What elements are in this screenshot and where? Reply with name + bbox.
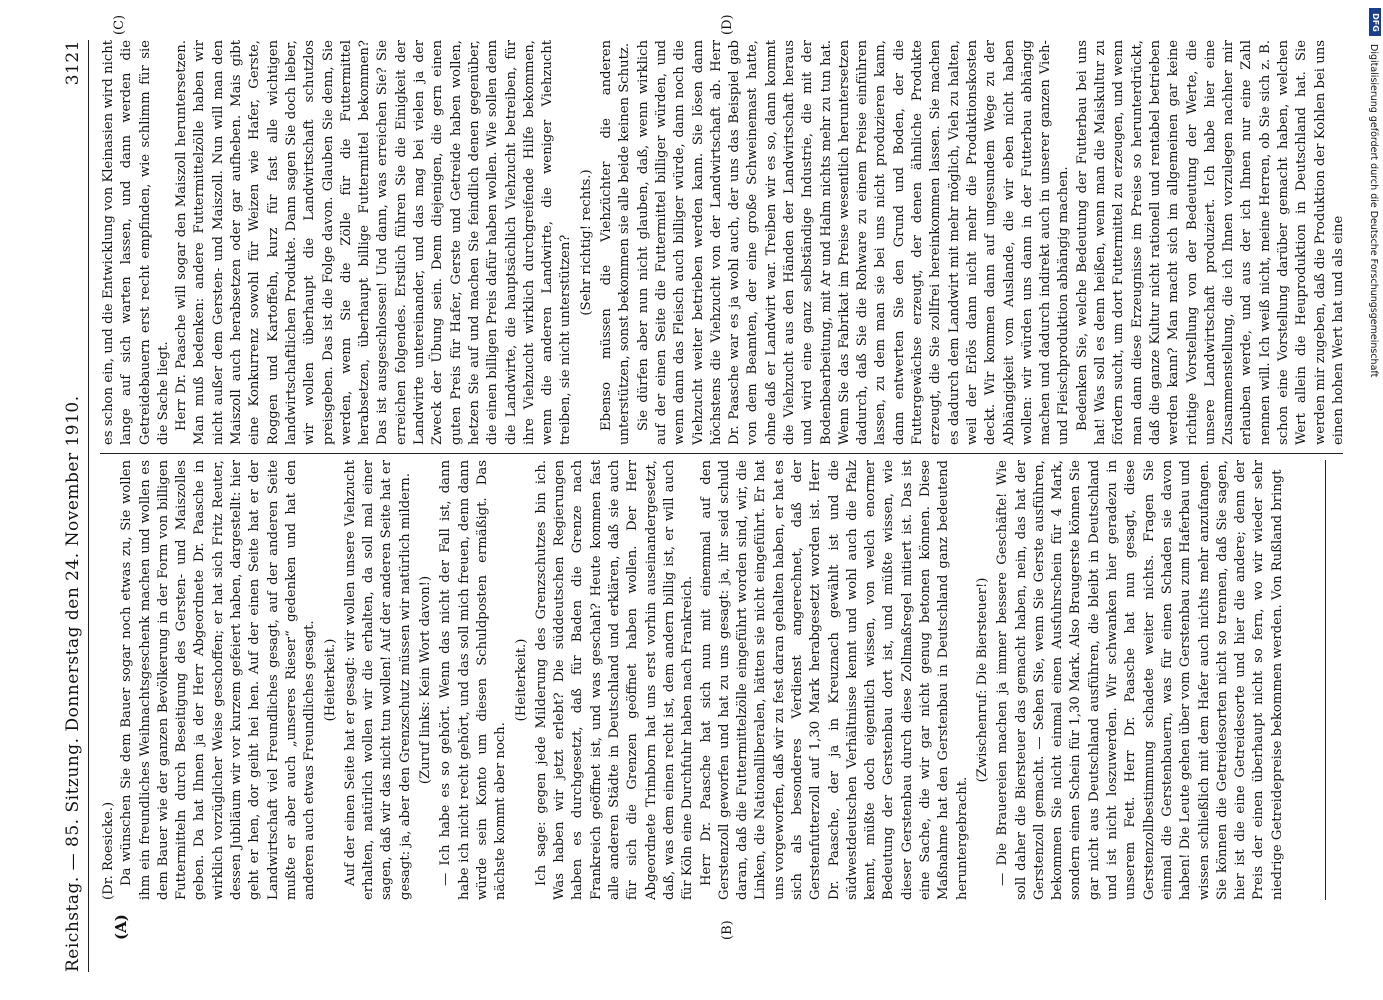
- margin-mark-d: (D): [720, 14, 735, 35]
- column-divider: [100, 453, 1343, 454]
- left-column: [100, 460, 1323, 900]
- digitization-credit: [1367, 8, 1381, 992]
- paragraph: es schon ein, und die Entwicklung von Kleinasien wird nicht lange auf sich warten lassen, und dann werden die Getreidebauern erst recht empfinden, wie schlimm für sie die Sache liegt.: [101, 40, 171, 445]
- page-header: [58, 40, 89, 972]
- running-head: Reichstag. — 85. Sitzung. Donnerstag den 24. November 1910.: [63, 395, 83, 972]
- paragraph: Sie dürfen aber nun nicht glauben, daß, wenn wirklich auf der einen Seite die Futtermittel billiger würden, und wenn dann das Fleisch auch billiger würde, dann noch die Viehzucht weiter betrieben werden kann. Sie lösen dann höchstens die Viehzucht von der Landwirtschaft ab. Herr Dr. Paasche war es ja wohl auch, der uns das Beispiel gab von dem Beamten, der eine große Schweinemast hatte, ohne daß er Landwirt war. Treiben wir es so, dann kommt die Viehzucht aus den Händen der Landwirtschaft heraus und wird eine ganz selbständige Industrie, die mit der Bodenbearbeitung, mit Ar und Halm nichts mehr zu tun hat. Wenn Sie das Fabrikat im Preise wesentlich heruntersetzen dadurch, daß Sie die Rohware zu einem Preise einführen lassen, zu dem man sie bei uns nicht produzieren kann, dann entwerten Sie den Grund und Boden, der die Futtergewächse erzeugt, der denen ähnliche Produkte erzeugt, die Sie zollfrei hereinkommen lassen. Sie machen es dadurch dem Landwirt mit mehr möglich, Vieh zu halten, weil der Erlös dann nicht mehr die Produktionskosten deckt. Wir kommen dann auf ungesundem Wege zu der Abhängigkeit vom Auslande, die wir eben nicht haben wollen: wir würden uns dann in der Futterbau abhängig machen und dadurch indirekt auch in unserer ganzen Vieh- und Fleischproduktion abhängig machen.: [635, 40, 1072, 445]
- paragraph: Herr Dr. Paasche will sogar den Maiszoll heruntersetzen. Man muß bedenken: andere Futtermittelzölle haben wir nicht außer dem Gersten- und Maiszoll. Nun will man den Maiszoll auch herabsetzen oder gar aufheben. Mais gibt eine Konkurrenz sowohl für Weizen wie Hafer, Gerste, Roggen und Kartoffeln, kurz für fast alle wichtigen landwirtschaftlichen Produkte. Dann sagen Sie doch lieber, wir wollen überhaupt die Landwirtschaft schutzlos preisgeben. Das ist die Folge davon. Glauben Sie denn, Sie werden, wenn Sie die Zölle für die Futtermittel herabsetzen, überhaupt billige Futtermittel bekommen? Das ist ausgeschlossen! Und dann, was erreichen Sie? Sie erreichen folgendes. Erstlich führen Sie die Einigkeit der Landwirte untereinander, und das mag bei vielen ja der Zweck der Übung sein. Denn diejenigen, die gern einen guten Preis für Hafer, Gerste und Getreide haben wollen, hetzen Sie auf und machen Sie feindlich denen gegenüber, die einen billigen Preis dafür haben wollen. Wie sollen denn die Landwirte, die hauptsächlich Viehzucht betreiben, für ihre Viehzucht wirklich durchgreifende Hilfe bekommen, wenn die anderen Landwirte, die weniger Viehzucht treiben, sie nicht unterstützen?: [174, 40, 574, 445]
- paragraph: Ebenso müssen die Viehzüchter die anderen unterstützen, sonst bekommen sie alle beide keinen Schutz.: [599, 40, 633, 445]
- right-column: [100, 40, 1346, 445]
- interjection: (Sehr richtig! rechts.): [578, 169, 594, 316]
- margin-mark-c: (C): [112, 14, 127, 35]
- page-number: 3121: [63, 40, 83, 86]
- margin-mark-a: (A): [112, 914, 130, 940]
- paragraph: Auf der einen Seite hat er gesagt: wir wollen unsere Viehzucht erhalten, natürlich wollen wir die erhalten, da soll mal einer sagen, daß wir das nicht tun wollen! Auf der anderen Seite hat er gesagt: ja, aber den Grenzschutz müssen wir natürlich mildern.: [342, 460, 413, 900]
- interjection: (Zwischenruf: Die Biersteuer!): [974, 577, 990, 783]
- speaker-tag: (Dr. Roesicke.): [101, 801, 116, 900]
- interjection: (Zuruf links: Kein Wort davon!): [418, 575, 434, 785]
- credit-text: Digitalisierung gefördert durch die Deutsche Forschungsgemeinschaft: [1368, 44, 1379, 378]
- left-column-bottom-rule: [1325, 460, 1326, 900]
- interjection: (Heiterkeit.): [513, 638, 529, 722]
- margin-mark-b: (B): [720, 920, 735, 940]
- paragraph: — Die Brauereien machen ja immer bessere Geschäfte! Wie soll daher die Biersteuer das gemacht haben, nein, das hat der Gerstenzoll gemacht. — Sehen Sie, wenn Sie Gerste ausführen, bekommen Sie nicht einmal einen Ausfuhrschein für 4 Mark, sondern einen Schein für 1,30 Mark. Also Braugerste können Sie gar nicht aus Deutschland ausführen, die bleibt in Deutschland und ist nicht loszuwerden. Wir schwanken hier geradezu in unserem Fett. Herr Dr. Paasche hat nun gesagt, diese Gerstenzollbestimmung schadete weiter nichts. Fragen Sie einmal die Gerstenbauern, was für einen Schaden sie davon haben! Die Leute gehen über vom Gerstenbau zum Haferbau und wissen schließlich mit dem Hafer auch nichts mehr anzufangen. Sie können die Getreidesorten nicht so trennen, daß Sie sagen, hier ist die eine Getreidesorte und hier die andere; denn der Preis der einen überhaupt nicht so fern, wo wir wieder sehr niedrige Getreidepreise bekommen werden. Von Rußland bringt: [995, 460, 1285, 900]
- paragraph: Da wünschen Sie dem Bauer sogar noch etwas zu, Sie wollen ihm ein freundliches Weihnachtsgeschenk machen und wollen es dem Bauer wie der ganzen Bevölkerung in der Form von billigen Futtermitteln durch Beseitigung des Gersten- und Maiszolles geben. Da hat Ihnen ja der Herr Abgeordnete Dr. Paasche in wirklich vorzüglicher Weise geschoffen; er hat sich Fritz Reuter, dessen Jubiläum wir vor kurzem gefeiert haben, dargestellt: hier geht er hen, dor geiht hei hen. Auf der einen Seite hat er der Landwirtschaft viel Freundliches gesagt, auf der anderen Seite mußte er aber auch „unseres Rieser“ gedenken und hat den anderen auch etwas Freundliches gesagt.: [119, 460, 318, 900]
- paragraph: Bedenken Sie, welche Bedeutung der Futterbau bei uns hat! Was soll es denn heißen, wenn man die Maiskultur zu fördern sucht, um dort Futtermittel zu erzeugen, und wenn man dann diese Erzeugnisse im Preise so herunterdrückt, daß die ganze Kultur nicht rationell und rentabel betrieben werden kann? Man macht sich im allgemeinen gar keine richtige Vorstellung von der Bedeutung der Werte, die unsere Landwirtschaft produziert. Ich habe hier eine Zusammenstellung, die ich Ihnen vorzulegen nachher mir erlauben werde, und aus der ich Ihnen nur eine Zahl nennen will. Ich weiß nicht, meine Herren, ob Sie sich z. B. schon eine Vorstellung darüber gemacht haben, welchen Wert allein die Heuproduktion in Deutschland hat. Sie werden mir zugeben, daß die Produktion der Kohlen bei uns einen hohen Wert hat und als eine: [1074, 40, 1346, 445]
- paragraph: Herr Dr. Paasche hat sich nun mit einemmal auf den Gerstenzoll geworfen und hat zu uns gesagt: ja, ihr seid schuld daran, daß die Futtermittelzölle eingeführt worden sind, wir, die Linken, die Nationalliberalen, hätten sie nicht eingeführt. Er hat uns vorgeworfen, daß wir zu fest daran gehalten haben, er hat es sich als besonderes Verdienst angerechnet, daß der Gerstenfutterzoll auf 1,30 Mark herabgesetzt worden ist. Herr Dr. Paasche, der ja in Kreuznach gewählt ist und die südwestdeutschen Verhältnisse kennt und wohl auch die Pfalz kennt, müßte doch eigentlich wissen, von welch enormer Bedeutung der Gerstenbau dort ist, und müßte wissen, wie dieser Gerstenbau durch diese Zollmaßregel mitiert ist. Das ist eine Sache, die wir gar nicht genug betonen können. Diese Maßnahme hat den Gerstenbau in Deutschland ganz bedeutend heruntergebracht.: [698, 460, 970, 900]
- dfg-logo: DFG: [1369, 8, 1381, 36]
- paragraph: — Ich habe es so gehört. Wenn das nicht der Fall ist, dann habe ich nicht recht gehört, und das soll mich freuen, denn dann würde sein Konto um diesen Schuldposten ermäßigt. Das nächste kommt aber noch.: [438, 460, 509, 900]
- interjection: (Heiterkeit.): [322, 638, 338, 722]
- paragraph: Ich sage: gegen jede Milderung des Grenzschutzes bin ich. Was haben wir jetzt erlebt? Die süddeutschen Regierungen haben es durchgesetzt, daß für Baden die Grenze nach Frankreich geöffnet ist, und was geschah? Heute kommen fast alle anderen Städte in Deutschland und erklären, daß sie auch für sich die Grenzen geöffnet haben wollen. Der Herr Abgeordnete Trimborn hat uns erst vorhin auseinandergesetzt, daß, was dem einen recht ist, dem andern billig ist, er will auch für Köln eine Durchfuhr haben nach Frankreich.: [533, 460, 696, 900]
